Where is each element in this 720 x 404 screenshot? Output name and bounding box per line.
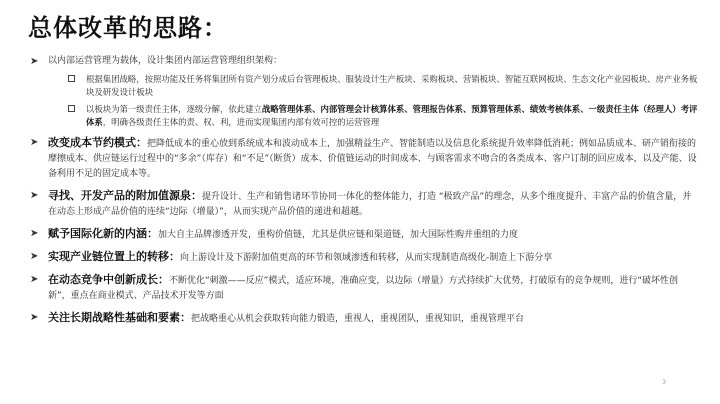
bullet-item-2 — [30, 135, 700, 182]
bullet-lead: 实现产业链位置上的转移： — [48, 250, 180, 263]
arrow-bullet-icon: ➤ — [30, 274, 39, 285]
square-bullet-icon — [68, 75, 75, 82]
sub-text-post: ，明确各级责任主体的责、权、利，进而实现集团内部有效可控的运营管理 — [102, 117, 380, 127]
sub-text: 根据集团战略，按照功能及任务将集团所有资产划分成后台管理板块、服装设计生产板块、采购板块、营销板块、智能互联网板块、生态文化产业园板块、房产业务板块及研发设计板块 — [86, 74, 698, 97]
slide-content — [30, 54, 700, 333]
arrow-bullet-icon: ➤ — [30, 312, 39, 323]
bullet-text: 把降低成本的重心放到系统成本和波动成本上，加强精益生产、智能制造以及信息化系统提升效率降低消耗；例如品质成本、研产销衔接的摩擦成本、供应链运行过程中的“多余”（库存）和“不足”（断货）成本、价值链运动的时间成本、与顾客需求不吻合的各类成本、客户订制的回应成本，以及产能、设备利用不足的固定成本等。 — [48, 139, 697, 179]
bullet-lead: 关注长期战略性基础和要素： — [48, 311, 191, 324]
bullet-item-5 — [30, 249, 700, 266]
bullet-item-4 — [30, 226, 700, 243]
bullet-item-7 — [30, 310, 700, 327]
slide-title: 总体改革的思路： — [28, 14, 228, 42]
bullet-lead: 在动态竞争中创新成长： — [48, 273, 169, 286]
bullet-item-3 — [30, 188, 700, 220]
bullet-text: 提升设计、生产和销售诸环节协同一体化的整体能力，打造 “极致产品”的理念，从多个维度提升、丰富产品的价值含量，并在动态上形成产品价值的连续“边际（增量）”，从而实现产品价值的递进和超越。 — [48, 192, 692, 217]
sub-item-1 — [68, 73, 700, 99]
bullet-text: 把战略重心从机会获取转向能力锻造，重视人，重视团队，重视知识，重视管理平台 — [191, 314, 525, 324]
page-number: 3 — [662, 379, 666, 386]
arrow-bullet-icon: ➤ — [30, 137, 39, 148]
bullet-item-6 — [30, 272, 700, 304]
sub-text-pre: 以板块为第一级责任主体，逐级分解，依此建立 — [86, 104, 262, 114]
arrow-bullet-icon: ➤ — [30, 190, 39, 201]
arrow-bullet-icon: ➤ — [30, 251, 39, 262]
arrow-bullet-icon: ➤ — [30, 56, 39, 67]
sub-text-bold: 战略管理体系、内部管理会计核算体系、管理报告体系、预算管理体系、绩效考核体系、一级责任主体（经理人）考评体系 — [86, 104, 698, 127]
arrow-bullet-icon: ➤ — [30, 228, 39, 239]
bullet-lead: 寻找、开发产品的附加值源泉： — [48, 189, 202, 202]
bullet-text: 以内部运营管理为载体，设计集团内部运营管理组织架构： — [48, 56, 283, 66]
sub-item-2 — [68, 103, 700, 129]
bullet-lead: 赋予国际化新的内涵： — [48, 227, 158, 240]
bullet-text: 加大自主品牌渗透开发，重构价值链，尤其是供应链和渠道链，加大国际性购并重组的力度 — [158, 230, 519, 240]
bullet-text: 向上游设计及下游附加值更高的环节和领域渗透和转移，从而实现制造高级化-制造上下游分享 — [180, 253, 553, 263]
bullet-lead: 改变成本节约模式： — [48, 136, 147, 149]
square-bullet-icon — [68, 105, 75, 112]
bullet-item-1 — [30, 54, 700, 129]
bullet-text: 不断优化“刺激——反应”模式，适应环境，准确应变，以边际（增量）方式持续扩大优势，打破原有的竞争规则，进行“破坏性创新”，重点在商业模式、产品技术开发等方面 — [48, 276, 678, 301]
